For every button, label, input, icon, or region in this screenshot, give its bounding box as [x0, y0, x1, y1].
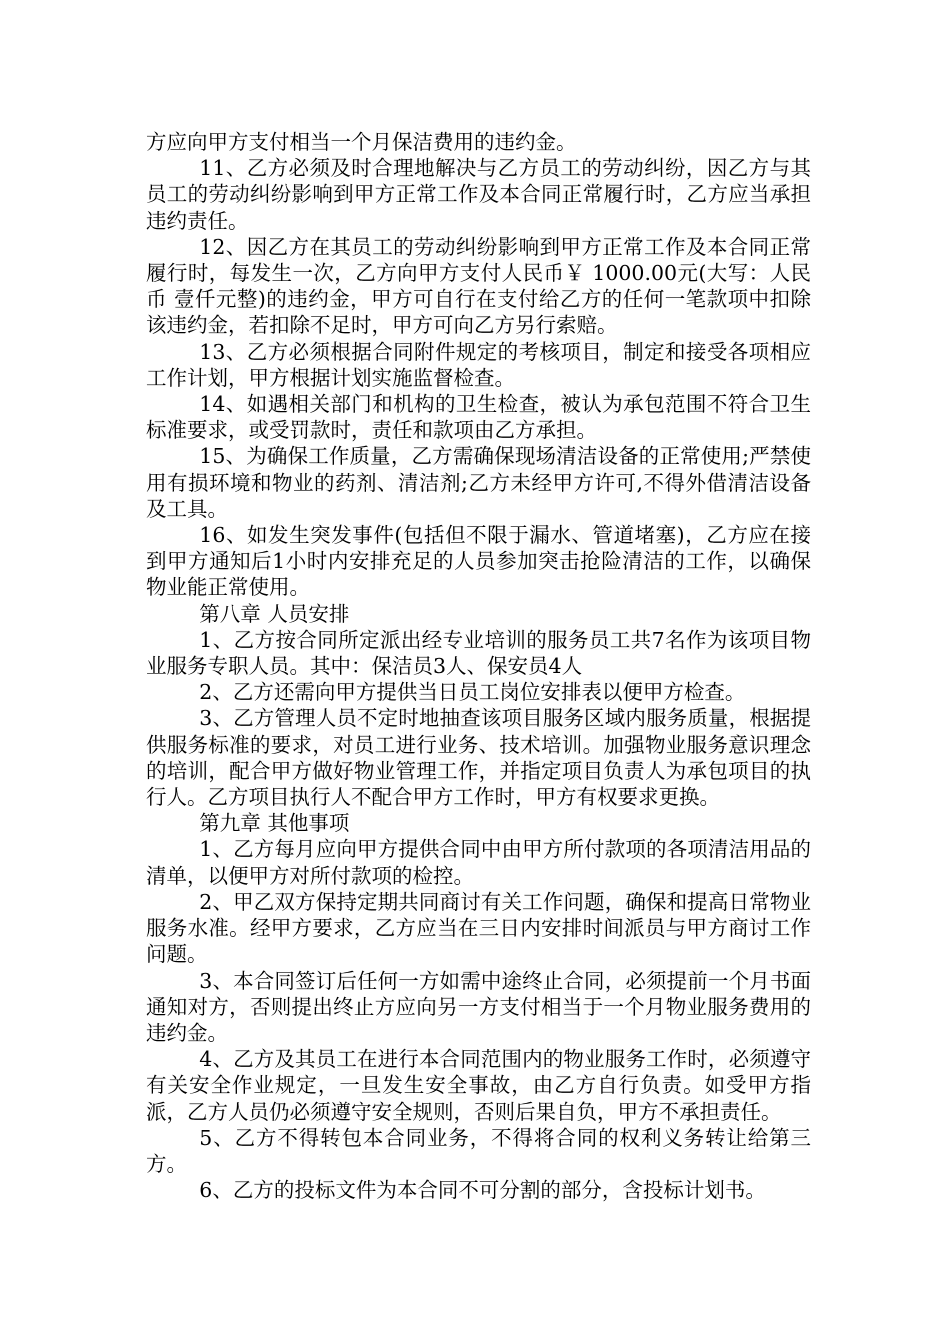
- document-body: [146, 129, 811, 1203]
- clause-15: 15、为确保工作质量，乙方需确保现场清洁设备的正常使用;严禁使用有损环境和物业的药剂、清洁剂;乙方未经甲方许可,不得外借清洁设备及工具。: [146, 444, 811, 521]
- chapter-9-clause-1: 1、乙方每月应向甲方提供合同中由甲方所付款项的各项清洁用品的清单，以便甲方对所付款项的检控。: [146, 837, 811, 888]
- chapter-9-clause-3: 3、本合同签订后任何一方如需中途终止合同，必须提前一个月书面通知对方，否则提出终止方应向另一方支付相当于一个月物业服务费用的违约金。: [146, 968, 811, 1045]
- clause-12: 12、因乙方在其员工的劳动纠纷影响到甲方正常工作及本合同正常履行时，每发生一次，乙方向甲方支付人民币￥ 1000.00元(大写：人民币 壹仟元整)的违约金，甲方可自行在支付给乙方的任何一笔款项中扣除该违约金，若扣除不足时，甲方可向乙方另行索赔。: [146, 234, 811, 338]
- chapter-8-clause-1: 1、乙方按合同所定派出经专业培训的服务员工共7名作为该项目物业服务专职人员。其中：保洁员3人、保安员4人: [146, 627, 811, 679]
- chapter-9-clause-6: 6、乙方的投标文件为本合同不可分割的部分，含投标计划书。: [199, 1178, 766, 1203]
- chapter-8-clause-2: 2、乙方还需向甲方提供当日员工岗位安排表以便甲方检查。: [199, 680, 746, 705]
- chapter-9-clause-2: 2、甲乙双方保持定期共同商讨有关工作问题，确保和提高日常物业服务水准。经甲方要求，乙方应当在三日内安排时间派员与甲方商讨工作问题。: [146, 889, 811, 967]
- chapter-8-heading: 第八章 人员安排: [199, 601, 350, 626]
- chapter-9-clause-4: 4、乙方及其员工在进行本合同范围内的物业服务工作时，必须遵守有关安全作业规定，一旦发生安全事故，由乙方自行负责。如受甲方指派，乙方人员仍必须遵守安全规则，否则后果自负，甲方不承担责任。: [146, 1047, 811, 1124]
- clause-13: 13、乙方必须根据合同附件规定的考核项目，制定和接受各项相应工作计划，甲方根据计划实施监督检查。: [146, 339, 811, 390]
- paragraph-continuation: 方应向甲方支付相当一个月保洁费用的违约金。: [146, 130, 577, 154]
- chapter-9-clause-5: 5、乙方不得转包本合同业务，不得将合同的权利义务转让给第三方。: [146, 1125, 811, 1176]
- chapter-8-clause-3: 3、乙方管理人员不定时地抽查该项目服务区域内服务质量，根据提供服务标准的要求，对员工进行业务、技术培训。加强物业服务意识理念的培训，配合甲方做好物业管理工作，并指定项目负责人为承包项目的执行人。乙方项目执行人不配合甲方工作时，甲方有权要求更换。: [146, 706, 811, 810]
- clause-16: 16、如发生突发事件(包括但不限于漏水、管道堵塞)，乙方应在接到甲方通知后1小时内安排充足的人员参加突击抢险清洁的工作，以确保物业能正常使用。: [146, 523, 811, 600]
- clause-11: 11、乙方必须及时合理地解决与乙方员工的劳动纠纷，因乙方与其员工的劳动纠纷影响到甲方正常工作及本合同正常履行时，乙方应当承担违约责任。: [146, 156, 811, 233]
- chapter-9-heading: 第九章 其他事项: [199, 811, 350, 836]
- clause-14: 14、如遇相关部门和机构的卫生检查，被认为承包范围不符合卫生标准要求，或受罚款时，责任和款项由乙方承担。: [146, 392, 811, 443]
